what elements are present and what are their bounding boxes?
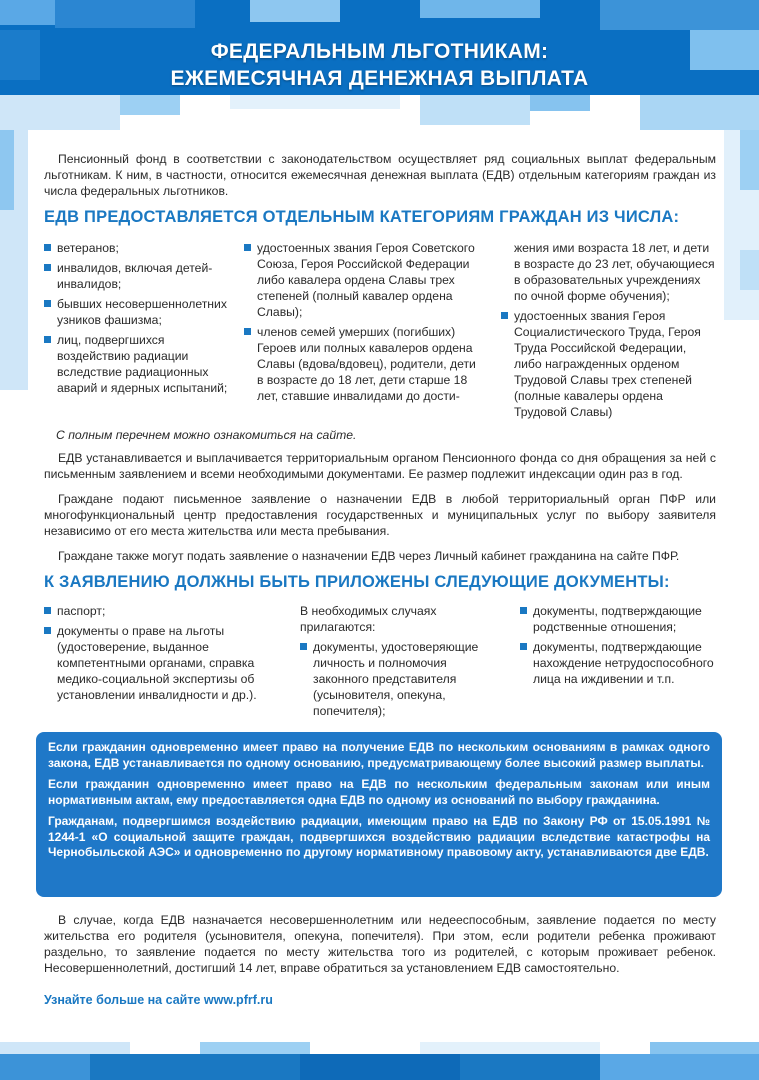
section1-column-1 — [44, 240, 229, 400]
list-item: паспорт; — [44, 603, 284, 619]
footer-banner — [0, 1042, 759, 1080]
info-box-paragraph: Если гражданин одновременно имеет право на получение ЕДВ по нескольким основаниям в рамках одного закона, ЕДВ устанавливается по одному основанию, предусматривающему более высокий размер выплаты. — [48, 740, 710, 770]
bullet-icon — [300, 643, 307, 650]
section2-column-2 — [300, 603, 505, 723]
list-item: документы, подтверждающие нахождение нетрудоспособного лица на иждивении и т.п. — [520, 639, 716, 687]
bullet-icon — [244, 244, 251, 251]
paragraph: Граждане подают письменное заявление о назначении ЕДВ в любой территориальный орган ПФР или многофункциональный центр предоставления государственных и муниципальных услуг по выбору заявителя независимо от его места жительства или места пребывания. — [44, 492, 716, 538]
list-item: ветеранов; — [44, 240, 229, 256]
list-item: членов семей умерших (погибших) Героев или полных кавалеров ордена Славы (вдова/вдовец), родители, дети в возрасте до 18 лет, дети старше 18 лет, ставшие инвалидами до дости- — [244, 324, 476, 404]
bullet-icon — [44, 244, 51, 251]
section2-column-3 — [520, 603, 716, 691]
section1-column-3 — [501, 240, 716, 424]
website-link[interactable]: Узнайте больше на сайте www.pfrf.ru — [44, 993, 273, 1007]
info-box-paragraph: Гражданам, подвергшимся воздействию радиации, имеющим право на ЕДВ по Закону РФ от 15.05.1991 № 1244-1 «О социальной защите граждан, подвергшихся воздействию радиации вследствие катастрофы на Чернобыльской АЭС» и одновременно по другому нормативному правовому акту, устанавливаются две ЕДВ. — [48, 814, 710, 859]
bullet-icon — [520, 643, 527, 650]
right-decor-tile-2 — [740, 250, 759, 290]
left-decor-tile — [0, 130, 14, 210]
header-banner — [0, 0, 759, 130]
section1-column-2 — [244, 240, 476, 408]
list-item: бывших несовершеннолетних узников фашизма; — [44, 296, 229, 328]
section2-col2-intro: В необходимых случаях прилагаются: — [300, 604, 437, 634]
list-item: инвалидов, включая детей-инвалидов; — [44, 260, 229, 292]
closing-paragraph: В случае, когда ЕДВ назначается несовершеннолетним или недееспособным, заявление подается по месту жительства его родителя (усыновителя, опекуна, попечителя). При этом, если родители ребенка проживают раздельно, то заявление подается по месту жительства того из родителей, с которым проживает ребенок. Несовершеннолетний, достигший 14 лет, вправе обратиться за установлением ЕДВ самостоятельно. — [44, 913, 716, 975]
section2-column-1 — [44, 603, 284, 707]
page-title-line-2: ЕЖЕМЕСЯЧНАЯ ДЕНЕЖНАЯ ВЫПЛАТА — [170, 67, 589, 90]
list-item: документы, подтверждающие родственные отношения; — [520, 603, 716, 635]
list-item-continued: жения ими возраста 18 лет, и дети в возрасте до 23 лет, обучающиеся в образовательных учреждениях по очной форме обучения); — [514, 241, 715, 303]
paragraph: Граждане также могут подать заявление о назначении ЕДВ через Личный кабинет гражданина на сайте ПФР. — [58, 549, 680, 563]
info-box-paragraph: Если гражданин одновременно имеет право на ЕДВ по нескольким федеральным законам или иным нормативным актам, ему предоставляется одна ЕДВ по одному из оснований по выбору гражданина. — [48, 777, 710, 807]
bullet-icon — [44, 300, 51, 307]
paragraph: ЕДВ устанавливается и выплачивается территориальным органом Пенсионного фонда со дня обращения за ней с письменным заявлением и всеми необходимыми документами. Ее размер подлежит индексации один раз в год. — [44, 451, 716, 481]
list-item: документы о праве на льготы (удостоверение, выданное компетентными органами, справка медико-социальной экспертизы об установлении инвалидности и др.). — [44, 623, 284, 703]
section1-heading: ЕДВ ПРЕДОСТАВЛЯЕТСЯ ОТДЕЛЬНЫМ КАТЕГОРИЯМ ГРАЖДАН ИЗ ЧИСЛА: — [44, 208, 680, 226]
bullet-icon — [244, 328, 251, 335]
intro-paragraph: Пенсионный фонд в соответствии с законодательством осуществляет ряд социальных выплат федеральным льготникам. К ним, в частности, относится ежемесячная денежная выплата (ЕДВ) отдельным категориям граждан из числа федеральных льготников. — [44, 152, 716, 198]
right-decor-tile — [740, 130, 759, 190]
bullet-icon — [44, 336, 51, 343]
note-text: С полным перечнем можно ознакомиться на сайте. — [56, 428, 357, 442]
bullet-icon — [44, 627, 51, 634]
bullet-icon — [520, 607, 527, 614]
bullet-icon — [44, 607, 51, 614]
info-box — [36, 732, 722, 897]
list-item: удостоенных звания Героя Советского Союза, Героя Российской Федерации либо кавалера ордена Славы трех степеней (полный кавалер ордена Славы); — [244, 240, 476, 320]
list-item: документы, удостоверяющие личность и полномочия законного представителя (усыновителя, опекуна, попечителя); — [300, 639, 505, 719]
bullet-icon — [501, 312, 508, 319]
bullet-icon — [44, 264, 51, 271]
list-item: удостоенных звания Героя Социалистического Труда, Героя Труда Российской Федерации, либо награжденных орденом Трудовой Славы трех степеней (полные кавалеры ордена Трудовой Славы) — [501, 308, 716, 420]
section2-heading: К ЗАЯВЛЕНИЮ ДОЛЖНЫ БЫТЬ ПРИЛОЖЕНЫ СЛЕДУЮЩИЕ ДОКУМЕНТЫ: — [44, 573, 670, 591]
list-item: лиц, подвергшихся воздействию радиации вследствие радиационных аварий и ядерных испытаний; — [44, 332, 229, 396]
page-title-line-1: ФЕДЕРАЛЬНЫМ ЛЬГОТНИКАМ: — [210, 40, 549, 63]
